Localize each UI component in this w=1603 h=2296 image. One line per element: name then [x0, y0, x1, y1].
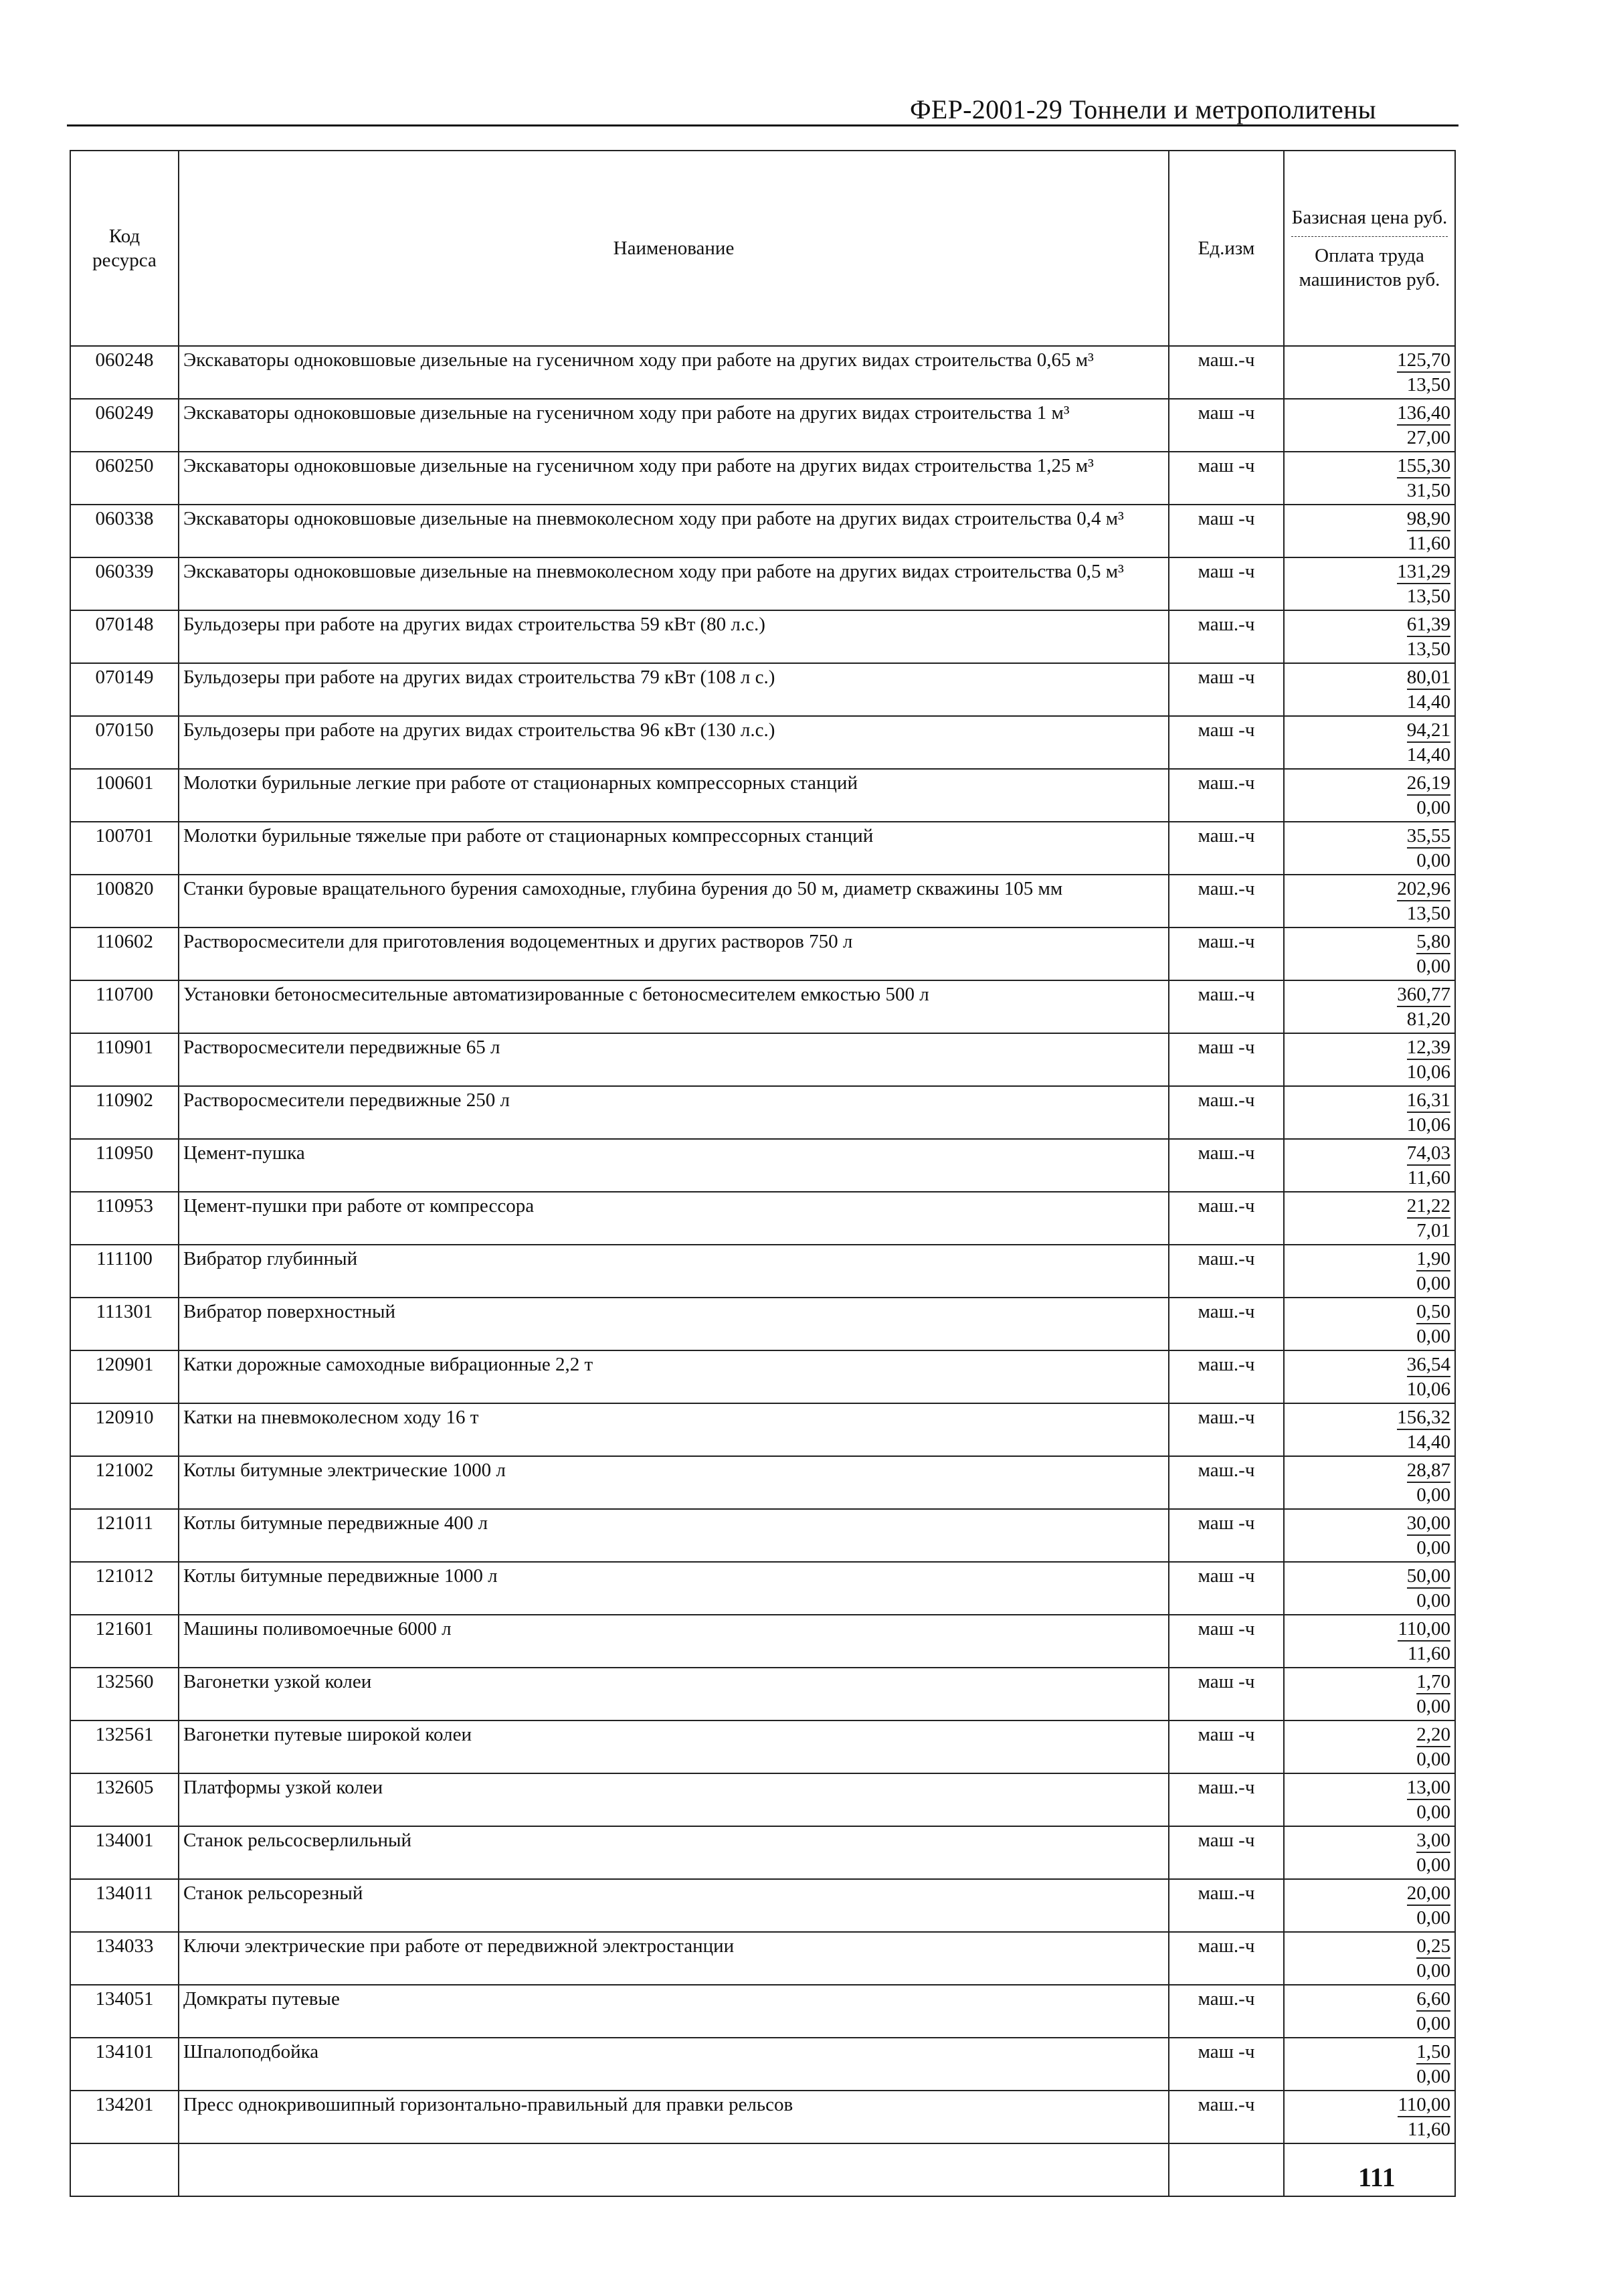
resource-unit: маш -ч: [1169, 716, 1284, 769]
resource-code: 100820: [70, 875, 179, 928]
resource-name: Машины поливомоечные 6000 л: [179, 1615, 1169, 1668]
base-price: 2,20: [1416, 1723, 1450, 1747]
resource-name: Молотки бурильные тяжелые при работе от стационарных компрессорных станций: [179, 822, 1169, 875]
resource-price-cell: [1284, 1456, 1455, 1509]
resource-code: 110901: [70, 1033, 179, 1086]
resource-name: Экскаваторы одноковшовые дизельные на гусеничном ходу при работе на других видах строительства 1 м³: [179, 399, 1169, 452]
base-price: 1,50: [1416, 2040, 1450, 2064]
resource-code: 070150: [70, 716, 179, 769]
base-price: 155,30: [1397, 454, 1450, 478]
resource-unit: маш.-ч: [1169, 1298, 1284, 1350]
operator-labor-price: 31,50: [1406, 480, 1450, 501]
table-row: [70, 1298, 1455, 1350]
base-price: 1,70: [1416, 1670, 1450, 1694]
resource-name: Растворосмесители передвижные 65 л: [179, 1033, 1169, 1086]
resource-code: 060249: [70, 399, 179, 452]
column-header-unit: Ед.изм: [1169, 151, 1284, 346]
table-row: [70, 1350, 1455, 1403]
resource-unit: маш.-ч: [1169, 1879, 1284, 1932]
resource-code: 121011: [70, 1509, 179, 1562]
resource-unit: маш -ч: [1169, 557, 1284, 610]
resource-price-cell: [1284, 2038, 1455, 2091]
operator-labor-price: 0,00: [1416, 797, 1450, 818]
empty-cell: [70, 2143, 179, 2196]
resource-price-cell: [1284, 1403, 1455, 1456]
base-price: 360,77: [1397, 983, 1450, 1007]
base-price: 74,03: [1407, 1142, 1450, 1166]
base-price: 30,00: [1407, 1512, 1450, 1536]
empty-cell: [1169, 2143, 1284, 2196]
table-row: [70, 2091, 1455, 2143]
resource-price-cell: [1284, 875, 1455, 928]
base-price: 98,90: [1407, 507, 1450, 531]
base-price: 136,40: [1397, 402, 1450, 426]
resource-unit: маш -ч: [1169, 452, 1284, 505]
resource-code: 134101: [70, 2038, 179, 2091]
base-price: 21,22: [1407, 1195, 1450, 1219]
resource-code: 111100: [70, 1245, 179, 1298]
resource-code: 110950: [70, 1139, 179, 1192]
base-price: 1,90: [1416, 1247, 1450, 1271]
resource-unit: маш -ч: [1169, 1033, 1284, 1086]
resource-name: Цемент-пушки при работе от компрессора: [179, 1192, 1169, 1245]
base-price: 125,70: [1397, 349, 1450, 373]
table-row: [70, 1086, 1455, 1139]
operator-labor-price: 13,50: [1406, 903, 1450, 924]
resource-code: 060338: [70, 505, 179, 557]
table-row: [70, 610, 1455, 663]
operator-labor-price: 14,40: [1406, 744, 1450, 766]
operator-labor-price: 11,60: [1407, 2119, 1450, 2140]
table-row: [70, 980, 1455, 1033]
resource-name: Молотки бурильные легкие при работе от стационарных компрессорных станций: [179, 769, 1169, 822]
resource-price-cell: [1284, 346, 1455, 399]
resource-code: 121002: [70, 1456, 179, 1509]
table-row: [70, 1879, 1455, 1932]
resource-price-cell: [1284, 1192, 1455, 1245]
resource-name: Бульдозеры при работе на других видах строительства 59 кВт (80 л.с.): [179, 610, 1169, 663]
table-row: [70, 1403, 1455, 1456]
resource-code: 100601: [70, 769, 179, 822]
empty-cell: [179, 2143, 1169, 2196]
resource-unit: маш -ч: [1169, 505, 1284, 557]
resource-name: Станки буровые вращательного бурения самоходные, глубина бурения до 50 м, диаметр скважины 105 мм: [179, 875, 1169, 928]
resource-unit: маш.-ч: [1169, 346, 1284, 399]
operator-labor-price: 0,00: [1416, 1749, 1450, 1770]
page-number: 111: [1358, 2162, 1396, 2192]
resource-unit: маш.-ч: [1169, 928, 1284, 980]
resource-price-cell: [1284, 1562, 1455, 1615]
resource-unit: маш.-ч: [1169, 610, 1284, 663]
operator-labor-price: 11,60: [1407, 533, 1450, 554]
document-header-title: ФЕР-2001-29 Тоннели и метрополитены: [910, 94, 1376, 124]
table-row: [70, 1562, 1455, 1615]
table-row: [70, 557, 1455, 610]
base-price: 94,21: [1407, 719, 1450, 743]
resource-unit: маш.-ч: [1169, 1350, 1284, 1403]
resource-code: 121601: [70, 1615, 179, 1668]
resource-unit: маш -ч: [1169, 663, 1284, 716]
resource-price-cell: [1284, 2091, 1455, 2143]
base-price: 0,25: [1416, 1935, 1450, 1959]
resource-unit: маш.-ч: [1169, 1403, 1284, 1456]
base-price: 202,96: [1397, 877, 1450, 901]
operator-labor-price: 0,00: [1416, 2066, 1450, 2087]
resource-name: Котлы битумные передвижные 1000 л: [179, 1562, 1169, 1615]
resource-unit: маш.-ч: [1169, 1932, 1284, 1985]
resource-code: 132561: [70, 1720, 179, 1773]
column-header-price: [1284, 151, 1455, 346]
table-row: [70, 716, 1455, 769]
operator-labor-price: 0,00: [1416, 1960, 1450, 1981]
column-header-code: Код ресурса: [70, 151, 179, 346]
resource-unit: маш.-ч: [1169, 2091, 1284, 2143]
table-row: [70, 928, 1455, 980]
table-row: [70, 1985, 1455, 2038]
resource-price-cell: [1284, 1350, 1455, 1403]
resource-price-cell: [1284, 1932, 1455, 1985]
resource-unit: маш -ч: [1169, 1826, 1284, 1879]
table-row: [70, 346, 1455, 399]
resource-price-cell: [1284, 980, 1455, 1033]
operator-labor-price: 0,00: [1416, 1273, 1450, 1294]
resource-code: 134001: [70, 1826, 179, 1879]
base-price: 36,54: [1407, 1353, 1450, 1377]
operator-labor-price: 0,00: [1416, 1907, 1450, 1929]
resource-code: 132605: [70, 1773, 179, 1826]
resource-unit: маш.-ч: [1169, 1192, 1284, 1245]
resource-price-cell: [1284, 1139, 1455, 1192]
resource-unit: маш -ч: [1169, 2038, 1284, 2091]
resource-name: Платформы узкой колеи: [179, 1773, 1169, 1826]
resource-price-cell: [1284, 505, 1455, 557]
table-row: [70, 1033, 1455, 1086]
resource-name: Экскаваторы одноковшовые дизельные на гусеничном ходу при работе на других видах строительства 0,65 м³: [179, 346, 1169, 399]
resource-price-cell: [1284, 1033, 1455, 1086]
resource-price-cell: [1284, 1245, 1455, 1298]
base-price: 12,39: [1407, 1036, 1450, 1060]
table-row: [70, 1192, 1455, 1245]
resource-unit: маш -ч: [1169, 1562, 1284, 1615]
resource-price-cell: [1284, 452, 1455, 505]
operator-labor-price: 7,01: [1416, 1220, 1450, 1241]
table-row: [70, 663, 1455, 716]
resource-name: Вибратор глубинный: [179, 1245, 1169, 1298]
resource-code: 060339: [70, 557, 179, 610]
resource-price-cell: [1284, 1615, 1455, 1668]
resource-name: Станок рельсосверлильный: [179, 1826, 1169, 1879]
resource-price-cell: [1284, 1720, 1455, 1773]
resource-price-cell: [1284, 557, 1455, 610]
resource-name: Цемент-пушка: [179, 1139, 1169, 1192]
resource-price-table: [70, 150, 1456, 2197]
operator-labor-price: 0,00: [1416, 1537, 1450, 1559]
resource-name: Домкраты путевые: [179, 1985, 1169, 2038]
resource-unit: маш -ч: [1169, 399, 1284, 452]
resource-unit: маш.-ч: [1169, 1985, 1284, 2038]
base-price: 35,55: [1407, 824, 1450, 849]
resource-price-cell: [1284, 663, 1455, 716]
resource-code: 060250: [70, 452, 179, 505]
resource-unit: маш -ч: [1169, 1720, 1284, 1773]
operator-labor-price: 14,40: [1406, 691, 1450, 713]
table-row: [70, 822, 1455, 875]
base-price: 131,29: [1397, 560, 1450, 584]
resource-price-cell: [1284, 1298, 1455, 1350]
base-price: 110,00: [1398, 1617, 1450, 1642]
resource-price-cell: [1284, 1985, 1455, 2038]
column-header-base-price: Базисная цена руб.: [1291, 205, 1448, 237]
table-row: [70, 1720, 1455, 1773]
resource-name: Бульдозеры при работе на других видах строительства 79 кВт (108 л с.): [179, 663, 1169, 716]
resource-name: Вагонетки узкой колеи: [179, 1668, 1169, 1720]
operator-labor-price: 0,00: [1416, 850, 1450, 871]
resource-name: Котлы битумные электрические 1000 л: [179, 1456, 1169, 1509]
base-price: 156,32: [1397, 1406, 1450, 1430]
resource-name: Экскаваторы одноковшовые дизельные на пневмоколесном ходу при работе на других видах строительства 0,4 м³: [179, 505, 1169, 557]
resource-name: Установки бетоносмесительные автоматизированные с бетоносмесителем емкостью 500 л: [179, 980, 1169, 1033]
resource-name: Вибратор поверхностный: [179, 1298, 1169, 1350]
table-row: [70, 1932, 1455, 1985]
operator-labor-price: 0,00: [1416, 2013, 1450, 2034]
base-price: 80,01: [1407, 666, 1450, 690]
table-row: [70, 1668, 1455, 1720]
base-price: 110,00: [1398, 2093, 1450, 2117]
resource-code: 120901: [70, 1350, 179, 1403]
resource-unit: маш.-ч: [1169, 875, 1284, 928]
resource-name: Растворосмесители передвижные 250 л: [179, 1086, 1169, 1139]
base-price: 26,19: [1407, 772, 1450, 796]
operator-labor-price: 10,06: [1406, 1061, 1450, 1083]
resource-name: Пресс однокривошипный горизонтально-правильный для правки рельсов: [179, 2091, 1169, 2143]
table-row: [70, 1509, 1455, 1562]
table-row: [70, 399, 1455, 452]
resource-unit: маш -ч: [1169, 1509, 1284, 1562]
column-header-name: Наименование: [179, 151, 1169, 346]
operator-labor-price: 0,00: [1416, 1696, 1450, 1717]
operator-labor-price: 0,00: [1416, 1801, 1450, 1823]
table-row: [70, 1139, 1455, 1192]
operator-labor-price: 0,00: [1416, 1484, 1450, 1506]
table-row: [70, 2038, 1455, 2091]
resource-name: Растворосмесители для приготовления водоцементных и других растворов 750 л: [179, 928, 1169, 980]
operator-labor-price: 81,20: [1406, 1008, 1450, 1030]
resource-price-cell: [1284, 1773, 1455, 1826]
resource-code: 134051: [70, 1985, 179, 2038]
resource-price-cell: [1284, 399, 1455, 452]
table-empty-row: [70, 2143, 1455, 2196]
table-row: [70, 1773, 1455, 1826]
resource-name: Экскаваторы одноковшовые дизельные на пневмоколесном ходу при работе на других видах строительства 0,5 м³: [179, 557, 1169, 610]
resource-code: 060248: [70, 346, 179, 399]
resource-price-cell: [1284, 1879, 1455, 1932]
resource-code: 134033: [70, 1932, 179, 1985]
resource-code: 110902: [70, 1086, 179, 1139]
resource-name: Котлы битумные передвижные 400 л: [179, 1509, 1169, 1562]
table-row: [70, 1826, 1455, 1879]
base-price: 6,60: [1416, 1988, 1450, 2012]
resource-name: Вагонетки путевые широкой колеи: [179, 1720, 1169, 1773]
base-price: 13,00: [1407, 1776, 1450, 1800]
table-row: [70, 875, 1455, 928]
operator-labor-price: 0,00: [1416, 1326, 1450, 1347]
resource-code: 134011: [70, 1879, 179, 1932]
table-header-row: [70, 151, 1455, 346]
table-row: [70, 1615, 1455, 1668]
resource-name: Экскаваторы одноковшовые дизельные на гусеничном ходу при работе на других видах строительства 1,25 м³: [179, 452, 1169, 505]
header-rule: [67, 124, 1458, 126]
resource-price-cell: [1284, 1668, 1455, 1720]
base-price: 61,39: [1407, 613, 1450, 637]
resource-price-cell: [1284, 1086, 1455, 1139]
base-price: 3,00: [1416, 1829, 1450, 1853]
resource-code: 110700: [70, 980, 179, 1033]
resource-name: Станок рельсорезный: [179, 1879, 1169, 1932]
resource-unit: маш.-ч: [1169, 1245, 1284, 1298]
resource-code: 110953: [70, 1192, 179, 1245]
base-price: 20,00: [1407, 1882, 1450, 1906]
operator-labor-price: 10,06: [1406, 1114, 1450, 1136]
resource-code: 120910: [70, 1403, 179, 1456]
resource-unit: маш.-ч: [1169, 1086, 1284, 1139]
operator-labor-price: 11,60: [1407, 1643, 1450, 1664]
resource-price-cell: [1284, 1509, 1455, 1562]
resource-unit: маш.-ч: [1169, 1456, 1284, 1509]
resource-unit: маш -ч: [1169, 1615, 1284, 1668]
operator-labor-price: 14,40: [1406, 1431, 1450, 1453]
resource-code: 132560: [70, 1668, 179, 1720]
operator-labor-price: 0,00: [1416, 1854, 1450, 1876]
resource-code: 070148: [70, 610, 179, 663]
resource-unit: маш -ч: [1169, 1668, 1284, 1720]
resource-name: Ключи электрические при работе от передвижной электростанции: [179, 1932, 1169, 1985]
table-row: [70, 1245, 1455, 1298]
resource-unit: маш.-ч: [1169, 980, 1284, 1033]
resource-price-cell: [1284, 716, 1455, 769]
operator-labor-price: 0,00: [1416, 956, 1450, 977]
table-row: [70, 1456, 1455, 1509]
base-price: 16,31: [1407, 1089, 1450, 1113]
resource-code: 121012: [70, 1562, 179, 1615]
resource-code: 110602: [70, 928, 179, 980]
operator-labor-price: 0,00: [1416, 1590, 1450, 1611]
base-price: 5,80: [1416, 930, 1450, 954]
resource-code: 134201: [70, 2091, 179, 2143]
table-row: [70, 769, 1455, 822]
resource-name: Катки дорожные самоходные вибрационные 2,2 т: [179, 1350, 1169, 1403]
resource-code: 070149: [70, 663, 179, 716]
base-price: 50,00: [1407, 1565, 1450, 1589]
operator-labor-price: 27,00: [1406, 427, 1450, 448]
resource-code: 111301: [70, 1298, 179, 1350]
resource-price-cell: [1284, 1826, 1455, 1879]
column-header-labor-price: Оплата труда машинистов руб.: [1299, 244, 1440, 290]
resource-code: 100701: [70, 822, 179, 875]
resource-price-cell: [1284, 769, 1455, 822]
operator-labor-price: 13,50: [1406, 374, 1450, 395]
operator-labor-price: 13,50: [1406, 638, 1450, 660]
base-price: 28,87: [1407, 1459, 1450, 1483]
resource-price-cell: [1284, 610, 1455, 663]
resource-price-cell: [1284, 822, 1455, 875]
resource-unit: маш.-ч: [1169, 822, 1284, 875]
resource-unit: маш.-ч: [1169, 1139, 1284, 1192]
resource-name: Катки на пневмоколесном ходу 16 т: [179, 1403, 1169, 1456]
operator-labor-price: 11,60: [1407, 1167, 1450, 1188]
operator-labor-price: 10,06: [1406, 1379, 1450, 1400]
resource-unit: маш.-ч: [1169, 769, 1284, 822]
resource-name: Шпалоподбойка: [179, 2038, 1169, 2091]
resource-unit: маш.-ч: [1169, 1773, 1284, 1826]
operator-labor-price: 13,50: [1406, 586, 1450, 607]
table-row: [70, 452, 1455, 505]
resource-name: Бульдозеры при работе на других видах строительства 96 кВт (130 л.с.): [179, 716, 1169, 769]
base-price: 0,50: [1416, 1300, 1450, 1324]
table-row: [70, 505, 1455, 557]
resource-price-cell: [1284, 928, 1455, 980]
